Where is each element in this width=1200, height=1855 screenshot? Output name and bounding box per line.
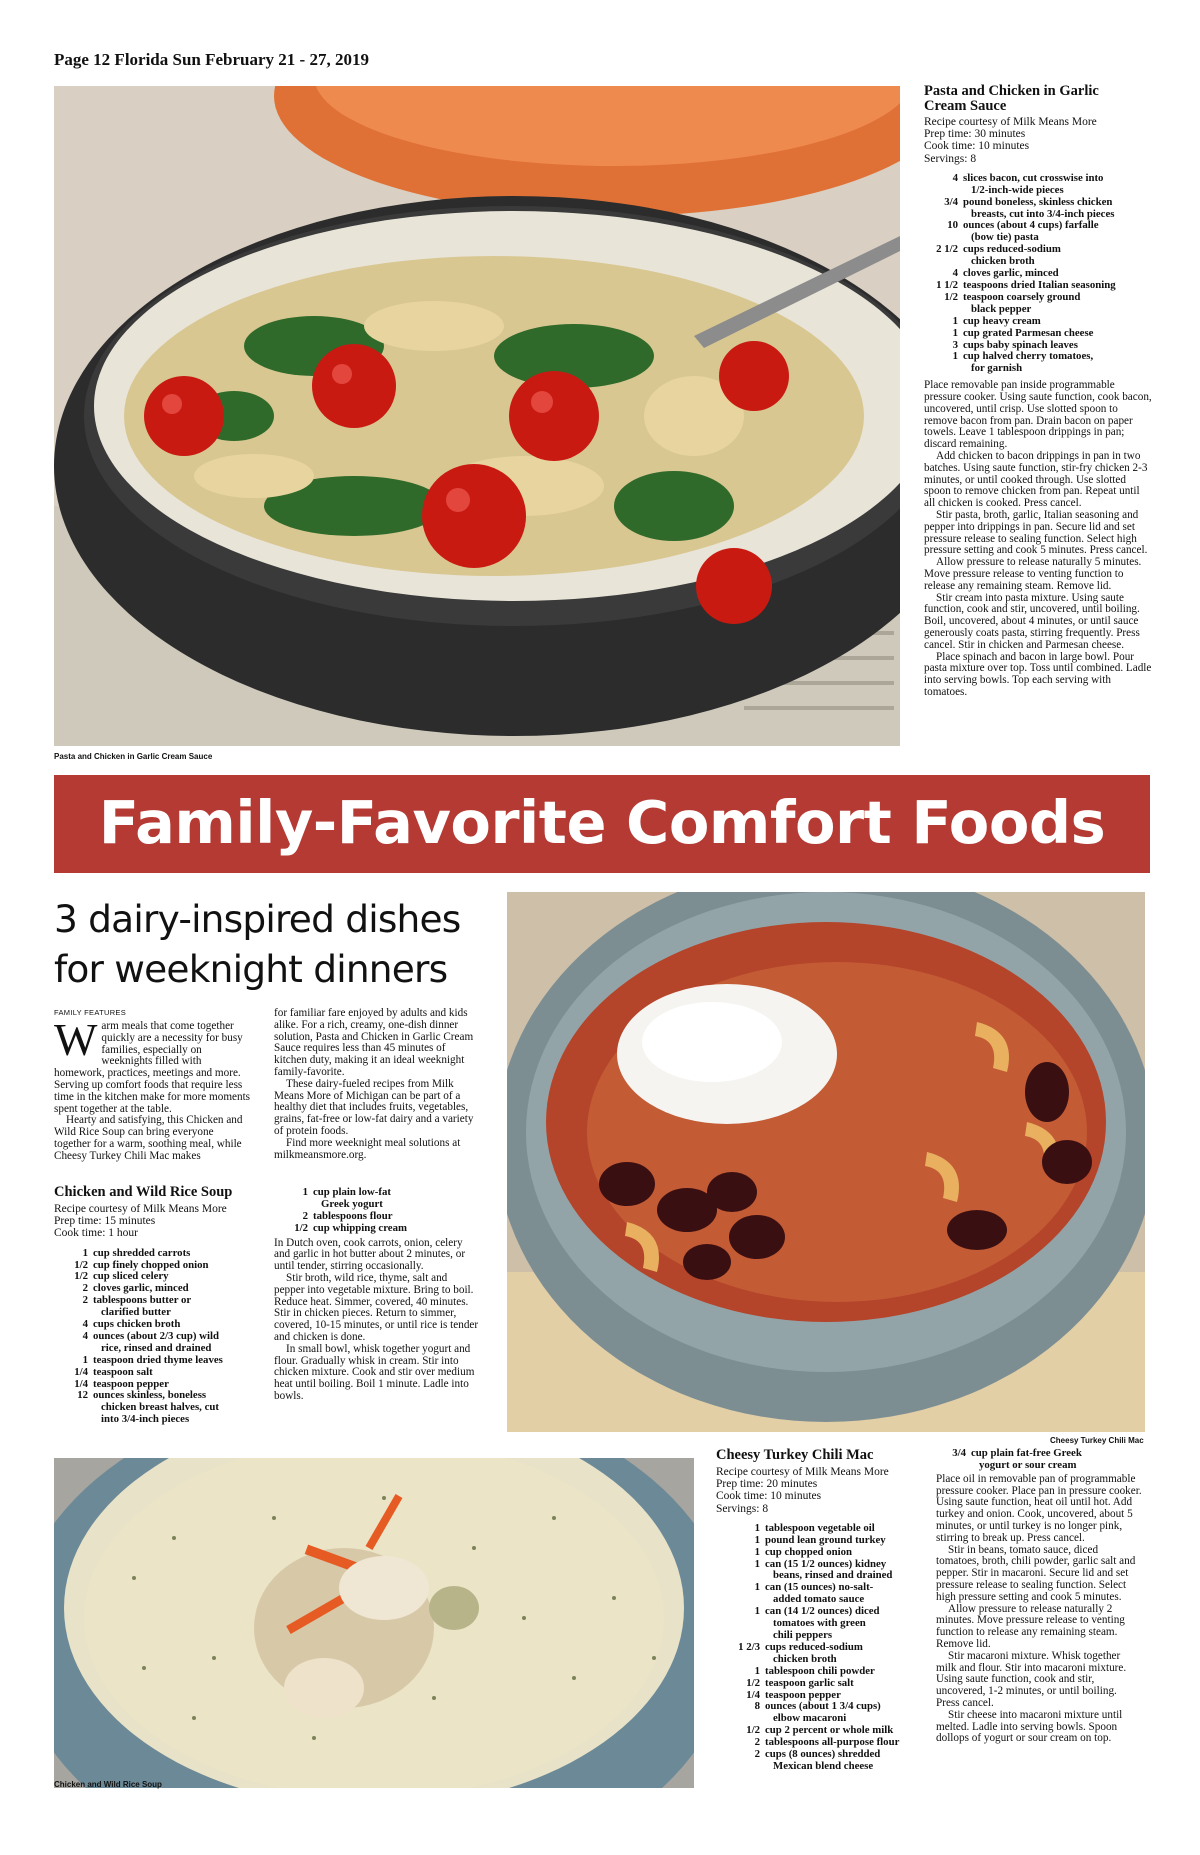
pasta-directions: Place removable pan inside programmable pressure cooker. Using saute function, cook bacon, uncovered, until crisp. Use slotted spoon to remove bacon from pan. Drain bacon on paper towels. Leave 1 tablespoon drippings in pan; discard remaining. Add chicken to bacon drippings in pan in two batches. Using saute function, stir-fry chicken 2-3 minutes, or until cooked through. Use slotted spoon to remove chicken from pan. Repeat until all chicken is cooked. Press cancel. Stir pasta, broth, garlic, Italian seasoning and pepper into drippings in pan. Secure lid and set pressure release to sealing function. Select high pressure setting and cook 5 minutes. Press cancel. Allow pressure to release naturally 5 minutes. Move pressure release to venting function to release any remaining steam. Remove lid. Stir cream into pasta mixture. Using saute function, cook and stir, uncovered, until boiling. Boil, uncovered, about 4 minutes, or until sauce generously coats pasta, stirring frequently. Press cancel. Stir in chicken and Parmesan cheese. Place spinach and bacon in large bowl. Pour pasta mixture over top. Toss until combined. Ladle into serving bowls. Top each serving with tomatoes. [924, 379, 1152, 698]
ingredient-quantity: 2 [302, 1209, 308, 1222]
ingredient-text: cup shredded carrots [93, 1246, 191, 1259]
ingredient-text: clarified butter [101, 1306, 171, 1319]
ingredient-quantity: 4 [952, 171, 958, 184]
ingredient-item [54, 1367, 259, 1379]
ingredient-quantity: 1 [754, 1581, 760, 1594]
ingredient-item [716, 1678, 916, 1690]
ingredient-quantity: 2 [82, 1294, 88, 1307]
ingredient-text: tablespoons butter or [93, 1294, 192, 1307]
ingredient-text: tablespoons flour [313, 1209, 393, 1222]
chili-recipe-servings: Servings: 8 [716, 1502, 769, 1515]
ingredient-text: cup sliced celery [93, 1270, 169, 1283]
ingredient-text: Mexican blend cheese [773, 1759, 874, 1772]
ingredient-quantity: 1 [754, 1545, 760, 1558]
ingredient-quantity: 1/4 [74, 1377, 88, 1390]
ingredient-quantity: 1/2 [746, 1676, 760, 1689]
pasta-recipe-title: Pasta and Chicken in Garlic Cream Sauce [924, 83, 1099, 114]
ingredient-item [716, 1535, 916, 1547]
ingredient-quantity: 1 1/2 [936, 278, 958, 291]
ingredient-text: cups (8 ounces) shredded [765, 1748, 881, 1761]
ingredient-text: cups chicken broth [93, 1318, 181, 1331]
ingredient-quantity: 4 [82, 1318, 88, 1331]
ingredient-quantity [936, 1460, 971, 1472]
ingredient-item [54, 1414, 259, 1426]
feature-intro-col1: FAMILY FEATURES W arm meals that come together quickly are a necessity for busy families, especially on weeknights filled with homework, practices, meetings and more. Serving up comfort foods that require less time in the kitchen make for more moments spent together at the table. Hearty and satisfying, this Chicken and Wild Rice Soup can bring everyone together for a warm, soothing meal, while Cheesy Turkey Chili Mac makes [54, 1008, 251, 1162]
ingredient-quantity: 1 2/3 [738, 1640, 760, 1653]
ingredient-text: teaspoon pepper [93, 1377, 169, 1390]
ingredient-text: pound lean ground turkey [765, 1533, 886, 1546]
ingredient-text: teaspoon salt [93, 1365, 153, 1378]
ingredient-text: beans, rinsed and drained [773, 1569, 893, 1582]
ingredient-quantity: 2 [754, 1748, 760, 1761]
headline-banner [54, 775, 1150, 873]
feature-kicker: FAMILY FEATURES [54, 1008, 127, 1017]
ingredient-text: cloves garlic, minced [963, 267, 1059, 280]
drop-cap: W [54, 1014, 98, 1065]
ingredient-quantity [924, 304, 963, 316]
pasta-recipe-servings: Servings: 8 [924, 152, 977, 165]
ingredient-text: cup halved cherry tomatoes, [963, 350, 1094, 363]
ingredient-item [716, 1523, 916, 1535]
ingredient-text: cup whipping cream [313, 1221, 407, 1234]
ingredient-text: tablespoon chili powder [765, 1664, 875, 1677]
ingredient-text: ounces (about 1 3/4 cups) [765, 1700, 881, 1713]
ingredient-text: teaspoon garlic salt [765, 1676, 854, 1689]
ingredient-text: cup plain fat-free Greek [971, 1447, 1082, 1459]
ingredient-text: cup finely chopped onion [93, 1258, 209, 1271]
ingredient-text: Greek yogurt [321, 1197, 383, 1210]
ingredient-text: breasts, cut into 3/4-inch pieces [971, 207, 1115, 220]
chili-ingredient-list [716, 1523, 916, 1773]
ingredient-quantity: 1 [754, 1605, 760, 1618]
ingredient-quantity [54, 1414, 93, 1426]
ingredient-text: ounces (about 4 cups) farfalle [963, 219, 1099, 232]
soup-recipe [54, 1185, 259, 1426]
ingredient-item [924, 316, 1152, 328]
ingredient-quantity [54, 1343, 93, 1355]
ingredient-text: cups reduced-sodium [765, 1640, 863, 1653]
ingredient-item [716, 1654, 916, 1666]
ingredient-item [274, 1223, 480, 1235]
ingredient-quantity: 3/4 [944, 195, 958, 208]
ingredient-quantity: 1 [754, 1557, 760, 1570]
ingredient-item [924, 185, 1152, 197]
soup-directions: In Dutch oven, cook carrots, onion, celery and garlic in hot butter about 2 minutes, or until tender, stirring occasionally. Stir broth, wild rice, thyme, salt and pepper into vegetable mixture. Bring to boil. Reduce heat. Simmer, covered, 40 minutes. Stir in chicken pieces. Return to simmer, covered, 10-15 minutes, or until rice is tender and chicken is done. In small bowl, whisk together yogurt and flour. Gradually whisk in cream. Stir into chicken mixture. Cook and stir over medium heat until boiling. Boil 1 minute. Ladle into bowls. [274, 1236, 479, 1402]
ingredient-quantity: 1/2 [944, 290, 958, 303]
ingredient-text: cups baby spinach leaves [963, 338, 1078, 351]
ingredient-text: chicken broth [773, 1652, 837, 1665]
ingredient-text: cup 2 percent or whole milk [765, 1724, 894, 1737]
pasta-recipe [924, 84, 1152, 699]
ingredient-text: teaspoon pepper [765, 1688, 841, 1701]
ingredient-item [54, 1248, 259, 1260]
headline-title: Family-Favorite Comfort Foods [98, 788, 1106, 857]
ingredient-text: slices bacon, cut crosswise into [963, 171, 1104, 184]
ingredient-quantity [924, 185, 963, 197]
ingredient-text: black pepper [971, 302, 1032, 315]
ingredient-quantity: 4 [952, 267, 958, 280]
ingredient-text: for garnish [971, 362, 1023, 375]
ingredient-text: ounces (about 2/3 cup) wild [93, 1329, 219, 1342]
ingredient-quantity: 1 [952, 314, 958, 327]
ingredient-quantity: 1 [754, 1664, 760, 1677]
ingredient-text: (bow tie) pasta [971, 231, 1039, 244]
ingredient-text: cup plain low-fat [313, 1186, 391, 1198]
ingredient-text: cup grated Parmesan cheese [963, 326, 1094, 339]
soup-recipe-cont [274, 1187, 480, 1403]
ingredient-item [716, 1761, 916, 1773]
ingredient-item [924, 173, 1152, 185]
pasta-recipe-cook: Cook time: 10 minutes [924, 140, 1030, 153]
ingredient-quantity: 1/2 [74, 1258, 88, 1271]
ingredient-quantity [716, 1618, 765, 1630]
ingredient-quantity: 1 [952, 326, 958, 339]
ingredient-text: cup chopped onion [765, 1545, 853, 1558]
pasta-recipe-prep: Prep time: 30 minutes [924, 128, 1026, 141]
ingredient-quantity [924, 363, 963, 375]
ingredient-item [716, 1547, 916, 1559]
ingredient-quantity: 2 [754, 1736, 760, 1749]
ingredient-text: chicken breast halves, cut [101, 1401, 219, 1414]
ingredient-text: chili peppers [773, 1628, 833, 1641]
ingredient-item [54, 1343, 259, 1355]
ingredient-quantity: 2 1/2 [936, 243, 958, 256]
ingredient-quantity: 1/2 [294, 1221, 308, 1234]
ingredient-quantity: 12 [77, 1389, 88, 1402]
ingredient-text: rice, rinsed and drained [101, 1341, 212, 1354]
ingredient-text: tomatoes with green [773, 1617, 866, 1630]
feature-intro-col2: for familiar fare enjoyed by adults and kids alike. For a rich, creamy, one-dish dinner solution, Pasta and Chicken in Garlic Cream Sauce requires less than 45 minutes of kitchen duty, making it an ideal weeknight family-favorite. These dairy-fueled recipes from Milk Means More of Michigan can be part of a healthy diet that includes fruits, vegetables, grains, fat-free or low-fat dairy and a variety of protein foods. Find more weeknight meal solutions at milkmeansmore.org. [274, 1007, 474, 1161]
ingredient-text: elbow macaroni [773, 1712, 847, 1725]
ingredient-text: ounces skinless, boneless [93, 1389, 207, 1402]
ingredient-quantity: 1 [82, 1246, 88, 1259]
ingredient-text: into 3/4-inch pieces [101, 1413, 190, 1426]
ingredient-item [924, 363, 1152, 375]
ingredient-quantity: 1/2 [74, 1270, 88, 1283]
ingredient-quantity [716, 1761, 765, 1773]
chili-recipe-courtesy: Recipe courtesy of Milk Means More [716, 1466, 889, 1478]
ingredient-text: yogurt or sour cream [979, 1458, 1077, 1471]
ingredient-quantity: 1 [302, 1186, 308, 1198]
ingredient-item [924, 328, 1152, 340]
chili-recipe-cont [936, 1448, 1142, 1745]
ingredient-quantity: 10 [947, 219, 958, 232]
ingredient-text: tablespoon vegetable oil [765, 1521, 875, 1534]
ingredient-text: cups reduced-sodium [963, 243, 1061, 256]
pasta-recipe-courtesy: Recipe courtesy of Milk Means More [924, 116, 1097, 128]
ingredient-quantity: 2 [82, 1282, 88, 1295]
ingredient-text: 1/2-inch-wide pieces [971, 183, 1064, 196]
chili-directions: Place oil in removable pan of programmable pressure cooker. Place pan in pressure cooker. Using saute function, heat oil until hot. Add turkey and onion. Cook, uncovered, about 5 minutes, or until turkey is no longer pink, stirring to break up. Press cancel. Stir in beans, tomato sauce, diced tomatoes, broth, chili powder, garlic salt and pepper. Stir in macaroni. Secure lid and set pressure release to sealing function. Select high pressure setting and cook 5 minutes. Allow pressure to release naturally 2 minutes. Move pressure release to venting function to release any remaining steam. Remove lid. Stir macaroni mixture. Whisk together milk and flour. Stir into macaroni mixture. Using saute function, cook and stir, uncovered, 1-2 minutes, or until boiling. Press cancel. Stir cheese into macaroni mixture until melted. Ladle into serving bowls. Spoon dollops of yogurt or sour cream on top. [936, 1472, 1142, 1745]
ingredient-quantity: 8 [754, 1700, 760, 1713]
pasta-photo [54, 86, 900, 746]
ingredient-text: teaspoons dried Italian seasoning [963, 278, 1116, 291]
soup-recipe-prep: Prep time: 15 minutes [54, 1215, 156, 1228]
chili-recipe [716, 1448, 916, 1773]
soup-ingredient-list [54, 1248, 259, 1427]
ingredient-quantity: 1/4 [74, 1365, 88, 1378]
soup-photo [54, 1458, 694, 1788]
pasta-ingredient-list [924, 173, 1152, 375]
ingredient-item [936, 1460, 1142, 1472]
soup-ingredient-list-2 [274, 1187, 480, 1235]
soup-recipe-courtesy: Recipe courtesy of Milk Means More [54, 1203, 227, 1215]
pasta-photo-caption: Pasta and Chicken in Garlic Cream Sauce [54, 752, 213, 761]
ingredient-quantity: 1/2 [746, 1724, 760, 1737]
ingredient-item [924, 351, 1152, 363]
chili-photo-caption: Cheesy Turkey Chili Mac [1050, 1436, 1144, 1445]
ingredient-item [924, 244, 1152, 256]
ingredient-item [924, 197, 1152, 209]
ingredient-quantity: 4 [82, 1329, 88, 1342]
ingredient-text: teaspoon coarsely ground [963, 290, 1081, 303]
ingredient-quantity: 1 [952, 350, 958, 363]
ingredient-quantity: 3 [952, 338, 958, 351]
ingredient-text: can (15 1/2 ounces) kidney [765, 1557, 887, 1570]
ingredient-quantity: 1 [754, 1521, 760, 1534]
soup-photo-caption: Chicken and Wild Rice Soup [54, 1780, 162, 1789]
ingredient-quantity [54, 1402, 93, 1414]
chili-recipe-prep: Prep time: 20 minutes [716, 1478, 818, 1491]
ingredient-text: cup heavy cream [963, 314, 1041, 327]
ingredient-quantity: 1 [82, 1353, 88, 1366]
ingredient-text: tablespoons all-purpose flour [765, 1736, 900, 1749]
ingredient-quantity: 1/4 [746, 1688, 760, 1701]
ingredient-item [924, 304, 1152, 316]
feature-subhead: 3 dairy-inspired dishes for weeknight dinners [54, 897, 461, 991]
ingredient-item [716, 1666, 916, 1678]
ingredient-text: can (15 ounces) no-salt- [765, 1581, 874, 1594]
ingredient-text: chicken broth [971, 255, 1035, 268]
soup-recipe-cook: Cook time: 1 hour [54, 1227, 139, 1240]
ingredient-text: teaspoon dried thyme leaves [93, 1353, 223, 1366]
ingredient-text: cloves garlic, minced [93, 1282, 189, 1295]
page-folio: Page 12 Florida Sun February 21 - 27, 2019 [54, 50, 369, 69]
ingredient-item [924, 292, 1152, 304]
chili-recipe-title: Cheesy Turkey Chili Mac [716, 1447, 874, 1463]
chili-recipe-cook: Cook time: 10 minutes [716, 1490, 822, 1503]
ingredient-text: added tomato sauce [773, 1593, 865, 1606]
ingredient-item [274, 1211, 480, 1223]
chili-photo [507, 892, 1145, 1432]
ingredient-quantity: 1 [754, 1533, 760, 1546]
ingredient-quantity: 3/4 [952, 1447, 966, 1459]
ingredient-text: pound boneless, skinless chicken [963, 195, 1113, 208]
chili-ingredient-list-2 [936, 1448, 1142, 1472]
soup-recipe-title: Chicken and Wild Rice Soup [54, 1184, 233, 1200]
ingredient-item [716, 1642, 916, 1654]
ingredient-text: can (14 1/2 ounces) diced [765, 1605, 880, 1618]
ingredient-item [54, 1355, 259, 1367]
ingredient-quantity [716, 1654, 765, 1666]
